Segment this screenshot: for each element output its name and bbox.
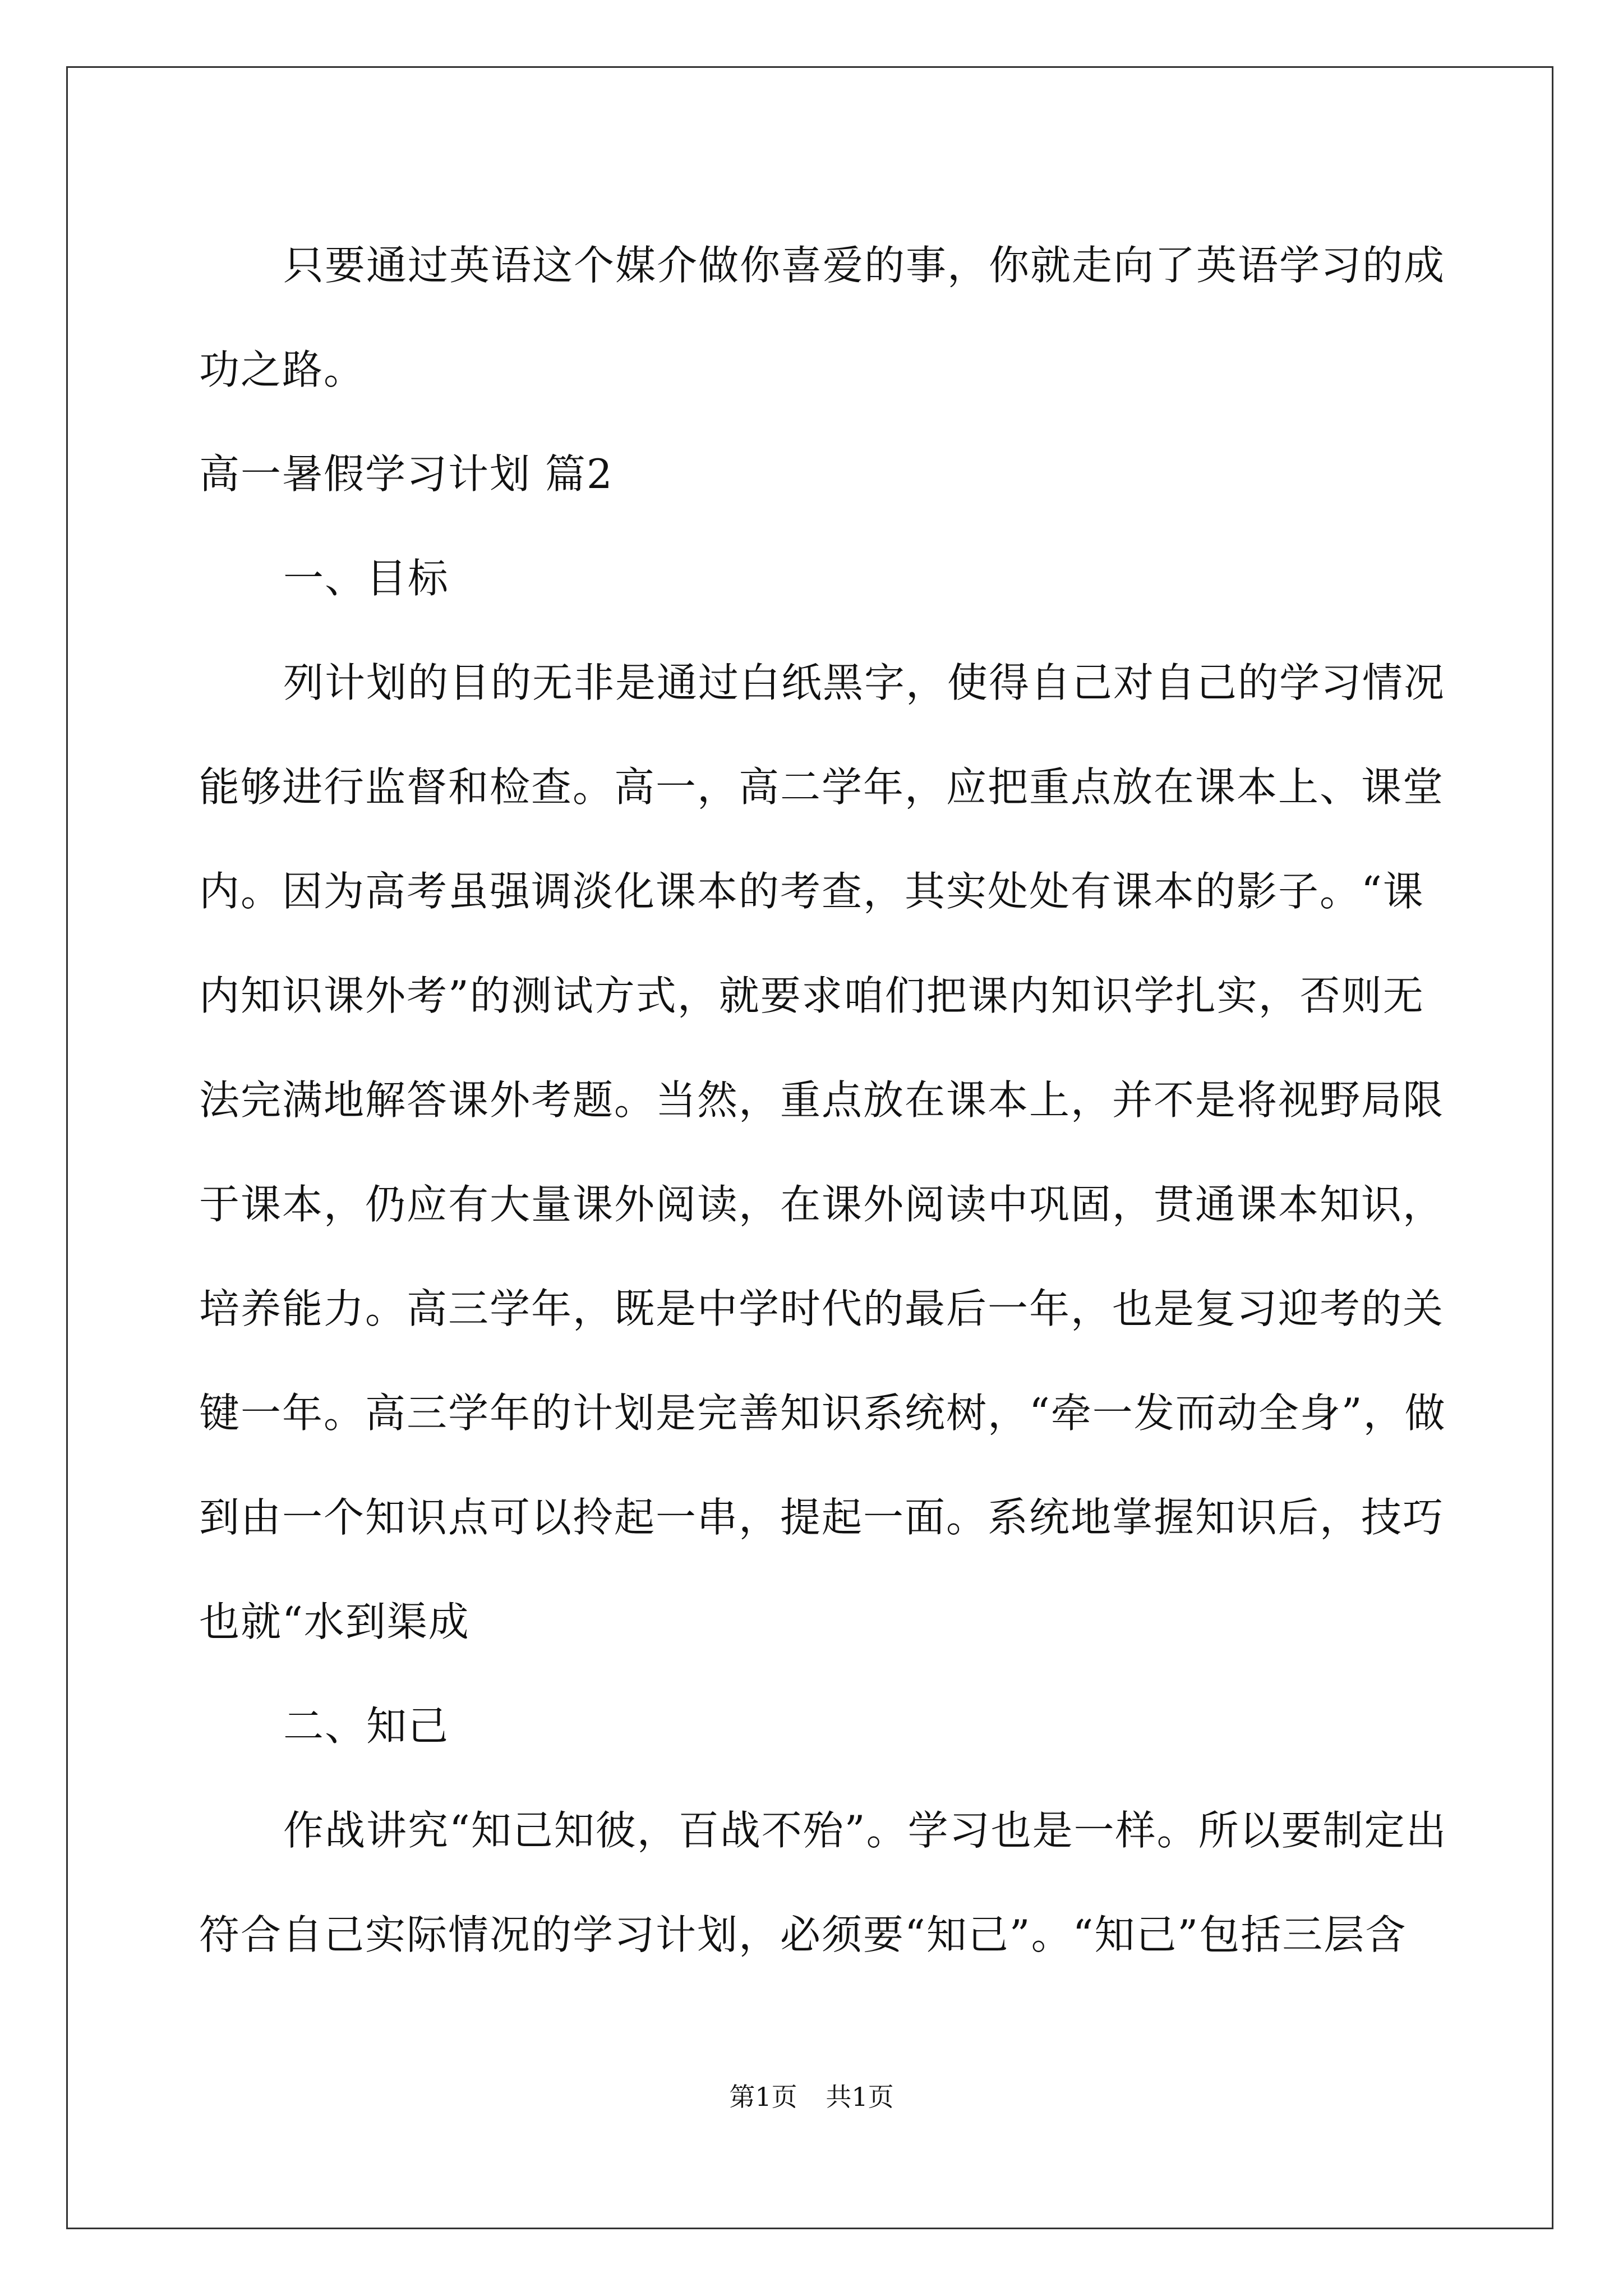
section-heading: 高一暑假学习计划 篇2 xyxy=(199,450,614,498)
paragraph-line: 培养能力。高三学年，既是中学时代的最后一年，也是复习迎考的关 xyxy=(199,1285,1445,1332)
paragraph-line: 列计划的目的无非是通过白纸黑字，使得自己对自己的学习情况 xyxy=(283,659,1446,706)
paragraph-line: 于课本，仍应有大量课外阅读，在课外阅读中巩固，贯通课本知识， xyxy=(199,1181,1445,1228)
paragraph-line: 能够进行监督和检查。高一，高二学年，应把重点放在课本上、课堂 xyxy=(199,763,1445,811)
subheading-goal: 一、目标 xyxy=(283,555,450,602)
subheading-know-yourself: 二、知己 xyxy=(283,1703,450,1750)
document-body xyxy=(199,213,1447,1987)
total-pages: 共1页 xyxy=(826,2082,894,2112)
paragraph-line: 只要通过英语这个媒介做你喜爱的事，你就走向了英语学习的成 xyxy=(283,242,1446,289)
paragraph-line: 键一年。高三学年的计划是完善知识系统树，“牵一发而动全身”，做 xyxy=(199,1389,1446,1437)
paragraph-line: 法完满地解答课外考题。当然，重点放在课本上，并不是将视野局限 xyxy=(199,1076,1445,1124)
paragraph-line: 功之路。 xyxy=(199,346,366,393)
page-number: 第1页 xyxy=(729,2082,797,2112)
paragraph-line: 作战讲究“知己知彼，百战不殆”。学习也是一样。所以要制定出 xyxy=(283,1807,1447,1854)
paragraph-line: 内。因为高考虽强调淡化课本的考查，其实处处有课本的影子。“课 xyxy=(199,868,1424,915)
paragraph-line: 到由一个知识点可以拎起一串，提起一面。系统地掌握知识后，技巧 xyxy=(199,1494,1445,1541)
paragraph-line: 符合自己实际情况的学习计划，必须要“知己”。“知己”包括三层含 xyxy=(199,1911,1407,1958)
paragraph-line: 内知识课外考”的测试方式，就要求咱们把课内知识学扎实，否则无 xyxy=(199,972,1424,1019)
page-footer xyxy=(0,2080,1623,2114)
paragraph-line: 也就“水到渠成 xyxy=(199,1598,470,1645)
